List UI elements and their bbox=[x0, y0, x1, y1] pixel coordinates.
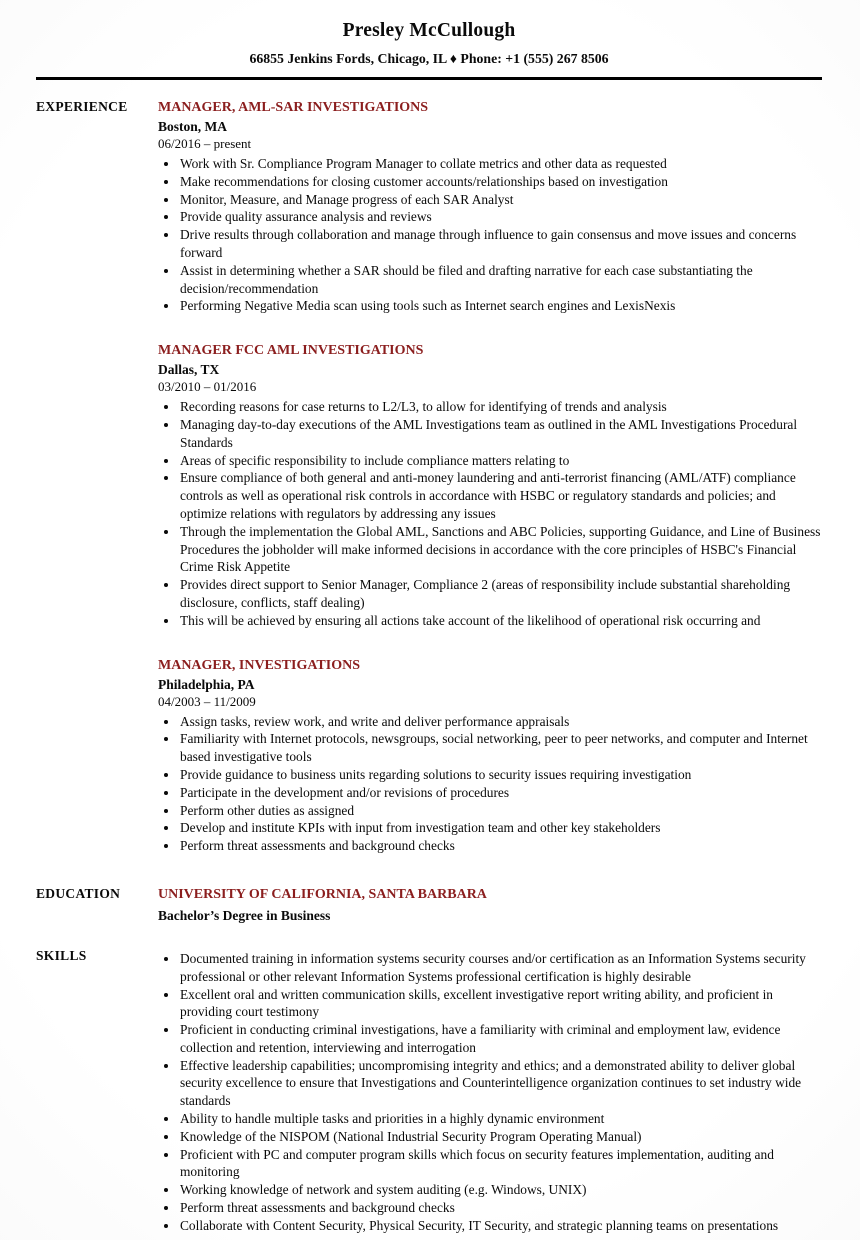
bullet-item: • Knowledge of the NISPOM (National Industrial Security Program Operating Manual) bbox=[179, 1128, 822, 1146]
bullet-item: • This will be achieved by ensuring all actions take account of the likelihood of operational risk occurring and bbox=[179, 612, 822, 630]
job-location: Boston, MA bbox=[158, 119, 228, 134]
section-experience bbox=[36, 98, 822, 855]
resume-header bbox=[36, 20, 822, 67]
bullet-item: • Monitor, Measure, and Manage progress of each SAR Analyst bbox=[179, 191, 822, 209]
person-name: Presley McCullough bbox=[342, 20, 516, 41]
bullet-item: • Ability to handle multiple tasks and priorities in a highly dynamic environment bbox=[179, 1110, 822, 1128]
bullet-item: • Working knowledge of network and system auditing (e.g. Windows, UNIX) bbox=[179, 1181, 822, 1199]
degree: Bachelor’s Degree in Business bbox=[158, 907, 331, 923]
bullet-item: • Assist in determining whether a SAR should be filed and drafting narrative for each case substantiating the decision/recommendation bbox=[179, 262, 822, 298]
job-dates: 04/2003 – 11/2009 bbox=[158, 693, 256, 709]
bullet-item: • Areas of specific responsibility to include compliance matters relating to bbox=[179, 452, 822, 470]
bullet-item: • Provides direct support to Senior Manager, Compliance 2 (areas of responsibility include substantial shareholding disclosure, conflicts, staff dealing) bbox=[179, 576, 822, 612]
bullet-item: • Participate in the development and/or revisions of procedures bbox=[179, 784, 822, 802]
job-title: MANAGER, AML-SAR INVESTIGATIONS bbox=[158, 100, 429, 115]
bullet-item: • Work with Sr. Compliance Program Manager to collate metrics and other data as requested bbox=[179, 155, 822, 173]
bullet-item: • Ensure compliance of both general and anti-money laundering and anti-terrorist financing (AML/ATF) compliance controls as well as operational risk controls in accordance with HSBC or regulatory standards and policies; and optimize relations with regulators by addressing any issues bbox=[179, 469, 822, 522]
job-dates: 03/2010 – 01/2016 bbox=[158, 379, 257, 395]
bullet-item: • Through the implementation the Global AML, Sanctions and ABC Policies, supporting Guidance, and Line of Business Procedures the jobholder will make informed decisions in accordance with the core principles of HSBC's Financial Crime Risk Appetite bbox=[179, 523, 822, 576]
bullet-item: • Collaborate with Content Security, Physical Security, IT Security, and strategic planning teams on presentations bbox=[179, 1217, 822, 1235]
bullet-item: • Performing Negative Media scan using tools such as Internet search engines and LexisNexis bbox=[179, 297, 822, 315]
section-label-education: EDUCATION bbox=[36, 885, 121, 901]
job-bullets bbox=[158, 713, 822, 855]
bullet-item: • Develop and institute KPIs with input from investigation team and other key stakeholders bbox=[179, 819, 822, 837]
job-bullets bbox=[158, 155, 822, 315]
section-education bbox=[36, 885, 822, 925]
section-skills bbox=[36, 947, 822, 1235]
experience-content bbox=[158, 98, 822, 855]
job-location: Philadelphia, PA bbox=[158, 676, 255, 692]
skills-content bbox=[158, 947, 822, 1235]
bullet-item: • Perform threat assessments and background checks bbox=[179, 1199, 822, 1217]
bullet-item: • Provide quality assurance analysis and reviews bbox=[179, 208, 822, 226]
bullet-item: • Perform threat assessments and background checks bbox=[179, 837, 822, 855]
bullet-item: • Effective leadership capabilities; uncompromising integrity and ethics; and a demonstrated ability to deliver global security excellence to ensure that Investigations and Counterintelligence organization continues to set industry wide standards bbox=[179, 1057, 822, 1110]
header-divider bbox=[36, 77, 822, 80]
bullet-item: • Documented training in information systems security courses and/or certification as an Information Systems security professional or other relevant Information Systems professional certification is highly desirable bbox=[179, 950, 822, 986]
job-entry-2 bbox=[158, 341, 822, 629]
job-title: MANAGER, INVESTIGATIONS bbox=[158, 657, 360, 673]
bullet-item: • Drive results through collaboration and manage through influence to gain consensus and move issues and concerns forward bbox=[179, 226, 822, 262]
bullet-item: • Proficient in conducting criminal investigations, have a familiarity with criminal and employment law, evidence collection and retention, interviewing and interrogation bbox=[179, 1021, 822, 1057]
bullet-item: • Assign tasks, review work, and write and deliver performance appraisals bbox=[179, 713, 822, 731]
job-entry-3 bbox=[158, 656, 822, 855]
bullet-item: • Make recommendations for closing customer accounts/relationships based on investigation bbox=[179, 173, 822, 191]
contact-line: 66855 Jenkins Fords, Chicago, IL ♦ Phone: +1 (555) 267 8506 bbox=[249, 51, 609, 66]
bullet-item: • Recording reasons for case returns to L2/L3, to allow for identifying of trends and analysis bbox=[179, 398, 822, 416]
school-name: UNIVERSITY OF CALIFORNIA, SANTA BARBARA bbox=[158, 886, 487, 902]
job-bullets bbox=[158, 398, 822, 629]
bullet-item: • Proficient with PC and computer program skills which focus on security features implementation, auditing and monitoring bbox=[179, 1146, 822, 1182]
section-label-experience: EXPERIENCE bbox=[36, 99, 128, 114]
bullet-item: • Perform other duties as assigned bbox=[179, 802, 822, 820]
bullet-item: • Familiarity with Internet protocols, newsgroups, social networking, peer to peer networks, and computer and Internet based investigative tools bbox=[179, 730, 822, 766]
bullet-item: • Managing day-to-day executions of the AML Investigations team as outlined in the AML Investigations Procedural Standards bbox=[179, 416, 822, 452]
bullet-item: • Excellent oral and written communication skills, excellent investigative report writing ability, and proficient in providing court testimony bbox=[179, 986, 822, 1022]
bullet-item: • Provide guidance to business units regarding solutions to security issues requiring investigation bbox=[179, 766, 822, 784]
skills-bullets bbox=[158, 950, 822, 1235]
section-label-skills: SKILLS bbox=[36, 947, 87, 963]
job-entry-1 bbox=[158, 98, 822, 315]
education-content bbox=[158, 885, 822, 925]
job-dates: 06/2016 – present bbox=[158, 136, 252, 151]
job-location: Dallas, TX bbox=[158, 362, 220, 378]
job-title: MANAGER FCC AML INVESTIGATIONS bbox=[158, 343, 424, 359]
